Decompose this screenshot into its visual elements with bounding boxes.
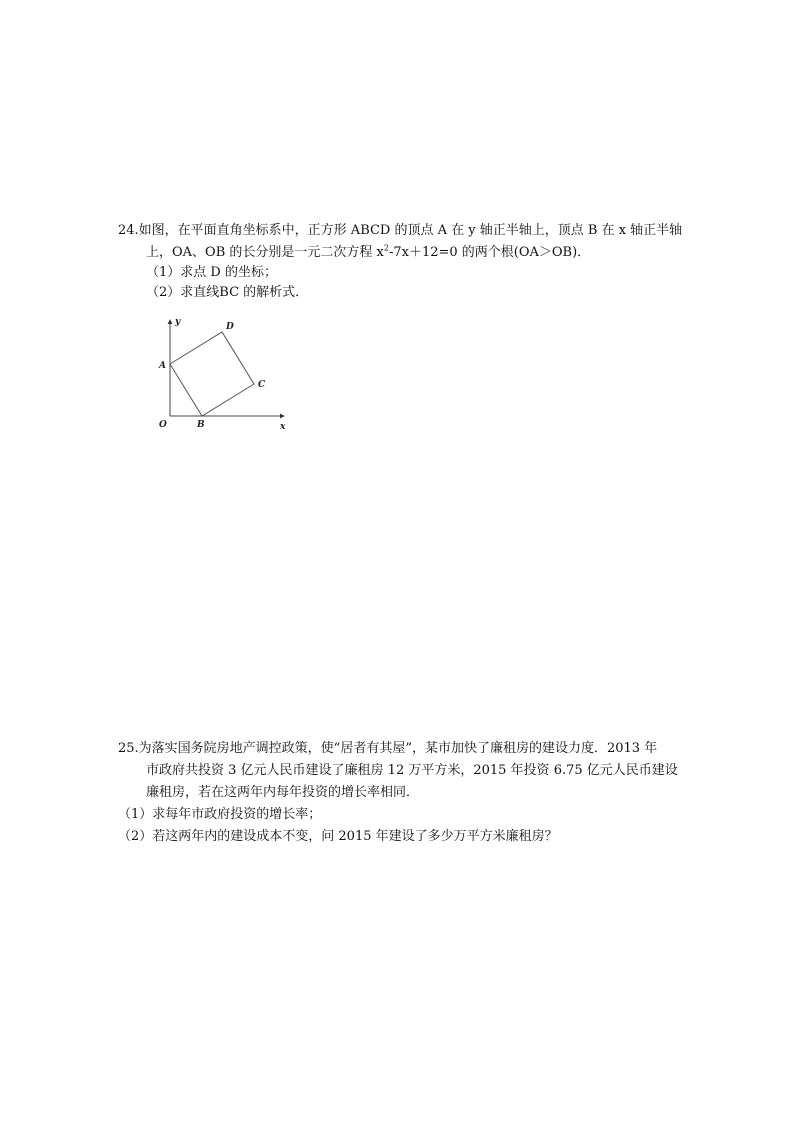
- q25-line-1: 25.为落实国务院房地产调控政策，使“居者有其屋”，某市加快了廉租房的建设力度．2013 年: [118, 741, 658, 756]
- label-c: C: [258, 380, 266, 390]
- q24-line-2-text-b: -7x＋12=0 的两个根(OA＞OB)．: [388, 245, 591, 260]
- q25-line-2: 市政府共投资 3 亿元人民币建设了廉租房 12 万平方米，2015 年投资 6.75 亿元人民币建设: [146, 763, 678, 778]
- q24-square-figure: [150, 312, 295, 437]
- q24-line-2: [146, 244, 590, 262]
- q24-exponent: 2: [383, 243, 389, 253]
- q25-part-2: （2）若这两年内的建设成本不变，问 2015 年建设了多少万平方米廉租房？: [118, 829, 558, 844]
- q25-line-3: 廉租房，若在这两年内每年投资的增长率相同．: [146, 785, 420, 800]
- q24-part-1: （1）求点 D 的坐标；: [146, 265, 277, 280]
- label-b: B: [197, 420, 205, 430]
- label-x: x: [280, 422, 286, 432]
- label-d: D: [226, 322, 234, 332]
- q24-part-2: （2）求直线BC 的解析式．: [146, 285, 309, 300]
- label-o: O: [159, 420, 167, 430]
- label-a: A: [159, 361, 166, 371]
- label-y: y: [175, 317, 181, 327]
- q24-line-2-text-a: 上，OA、OB 的长分别是一元二次方程 x: [146, 245, 384, 260]
- q24-line-1: 24.如图，在平面直角坐标系中，正方形 ABCD 的顶点 A 在 y 轴正半轴上，顶点 B 在 x 轴正半轴: [118, 223, 683, 238]
- q25-part-1: （1）求每年市政府投资的增长率；: [118, 807, 322, 822]
- square-abcd: [170, 332, 254, 416]
